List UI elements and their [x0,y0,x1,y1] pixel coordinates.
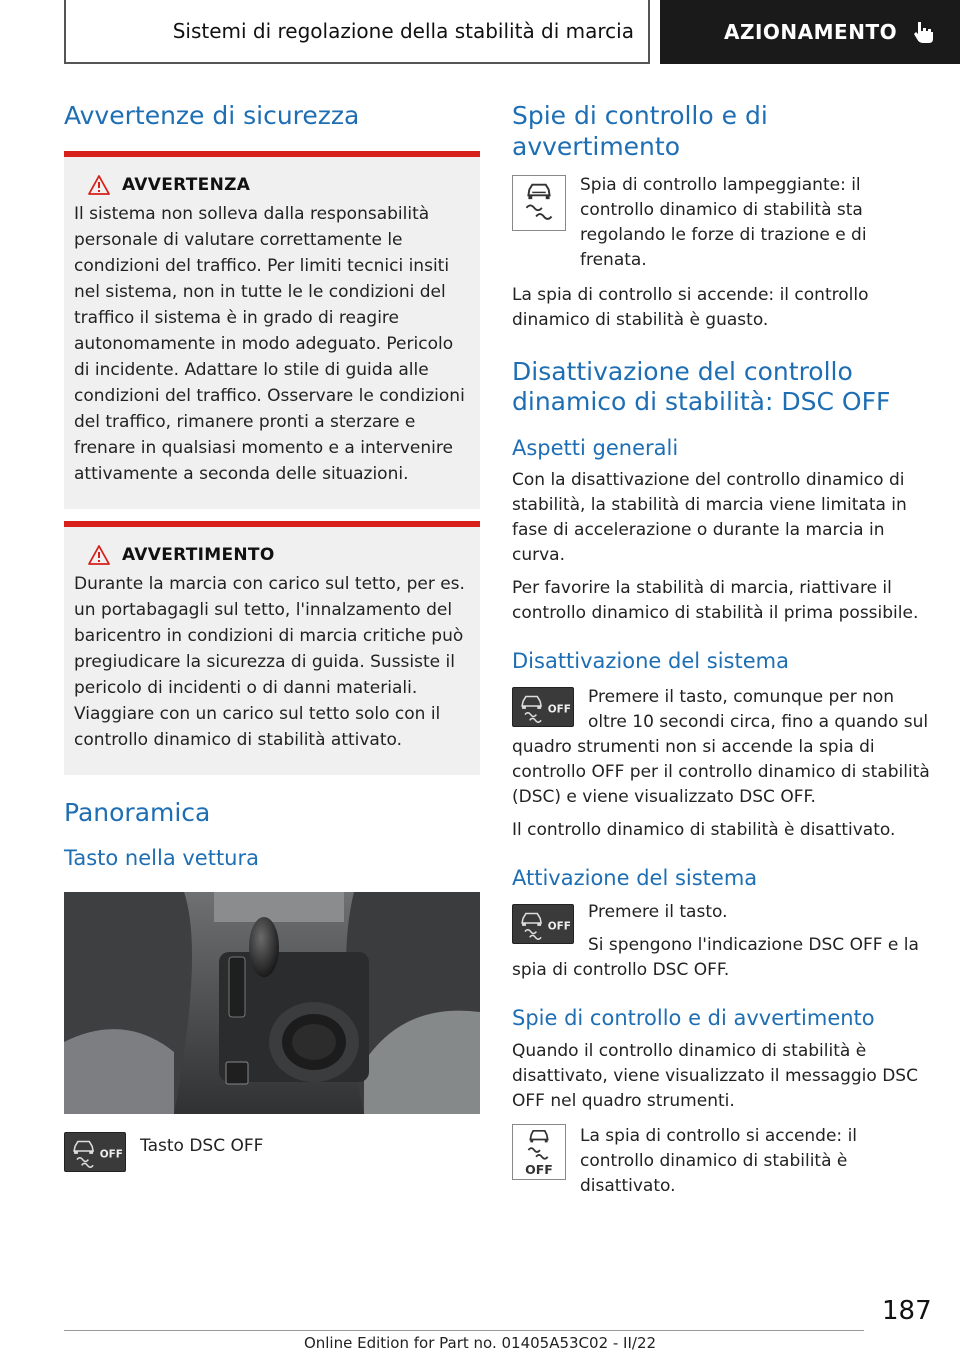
system-off-heading: Disattivazione del sistema [512,648,789,673]
lights-2-icon-row [512,1124,930,1199]
left-column [64,96,480,1172]
header-chapter-tab [660,0,960,64]
footer-edition: Online Edition for Part no. 01405A53C02 - II/22 [303,1334,657,1352]
system-off-text: Premere il tasto, comunque per non oltre 10 secondi circa, fino a quando sul quadro strumenti non si accende la spia di controllo OFF per il controllo dinamico di stabilità (DSC) e viene visualizzato DSC OFF. [512,687,930,808]
svg-text:OFF: OFF [99,1148,123,1161]
lights-text: La spia di controllo si accende: il controllo dinamico di stabilità è guasto. [512,284,869,330]
general-paragraph-1: Con la disattivazione del controllo dinamico di stabilità, la stabilità di marcia viene limitata in fase di accelerazione o durante la marcia in curva. [512,469,907,565]
pointing-hand-icon [911,19,937,45]
warning-1-text: Il sistema non solleva dalla responsabilità personale di valutare correttamente le condizioni del traffico. Per limiti tecnici insiti nel sistema, non in tutte le le condizioni del traffico il sistema è in grado di reagire autonomamente in modo adeguato. Pericolo di incidente. Adattare lo stile di guida alle condizioni del traffico. Osservare le condizioni del traffico, rimanere pronti a sterzare e frenare in qualsiasi momento e a intervenire attivamente a seconda delle situazioni. [74,204,465,485]
svg-text:OFF: OFF [547,921,571,934]
chapter-tab-label: AZIONAMENTO [724,20,898,44]
header-section-title-box [64,0,650,64]
lights-2-heading: Spie di controllo e di avvertimento [512,1006,875,1031]
lights-icon-text: Spia di controllo lampeggiante: il controllo dinamico di stabilità sta regolando le forze di trazione e di frenata. [580,174,867,270]
system-on-text-2: Si spengono l'indicazione DSC OFF e la spia di controllo DSC OFF. [512,935,919,981]
general-heading: Aspetti generali [512,435,679,460]
header-section-title: Sistemi di regolazione della stabilità di marcia [172,19,634,43]
warning-box-2 [64,521,480,775]
lights-heading: Spie di controllo e di avvertimento [512,101,768,162]
system-off-result: Il controllo dinamico di stabilità è disattivato. [512,820,896,841]
svg-text:OFF: OFF [525,1161,553,1177]
safety-heading: Avvertenze di sicurezza [64,101,360,130]
warning-1-title: AVVERTENZA [122,175,251,196]
footer-divider [64,1330,864,1331]
deactivation-heading: Disattivazione del controllo dinamico di stabilità: DSC OFF [512,356,891,416]
warning-box-1 [64,151,480,509]
button-heading: Tasto nella vettura [64,845,259,870]
button-caption: Tasto DSC OFF [140,1135,264,1156]
warning-2-text: Durante la marcia con carico sul tetto, per es. un portabagagli sul tetto, l'innalzamento del baricentro in condizioni di marcia critiche può pregiudicare la sicurezza di guida. Sussiste il pericolo di incidenti o di danni materiali. Viaggiare con un carico sul tetto solo con il controllo dinamico di stabilità attivato. [74,574,465,751]
warning-triangle-icon [88,175,110,195]
dsc-off-button-icon [64,1132,126,1172]
page-number: 187 [882,1296,932,1326]
dsc-warning-light-icon [512,175,566,231]
dsc-off-button-icon [512,904,574,944]
system-on-text-1: Premere il tasto. [588,902,728,923]
system-on-heading: Attivazione del sistema [512,866,758,891]
svg-text:OFF: OFF [547,703,571,716]
system-off-block [512,685,930,810]
lights-2-text: Quando il controllo dinamico di stabilità è disattivato, viene visualizzato il messaggio DSC OFF nel quadro strumenti. [512,1040,918,1111]
general-paragraph-2: Per favorire la stabilità di marcia, riattivare il controllo dinamico di stabilità il prima possibile. [512,577,919,623]
overview-heading: Panoramica [64,798,211,828]
warning-triangle-icon [88,545,110,565]
lights-2-icon-text: La spia di controllo si accende: il controllo dinamico di stabilità è disattivato. [580,1125,858,1196]
dsc-off-button-icon [512,687,574,727]
lights-icon-row [512,175,930,273]
center-console-photo [64,892,480,1114]
system-on-block [512,900,930,983]
warning-2-title: AVVERTIMENTO [122,545,275,566]
right-column [512,96,930,1199]
button-caption-row [64,1132,480,1172]
dsc-off-light-icon [512,1124,566,1180]
